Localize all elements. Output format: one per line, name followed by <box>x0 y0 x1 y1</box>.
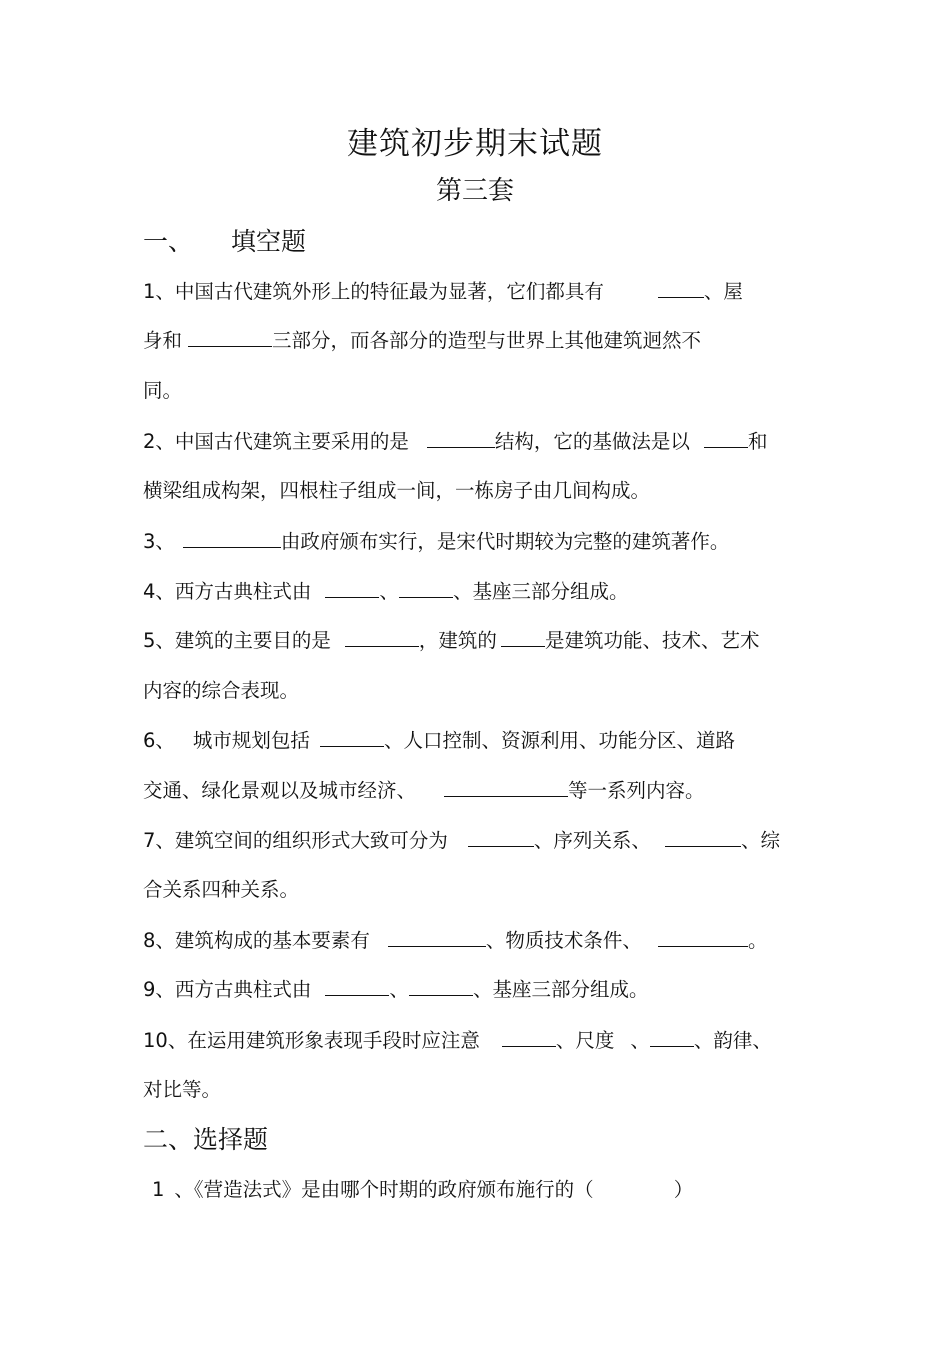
answer-blank <box>388 930 486 947</box>
answer-blank <box>399 581 453 598</box>
question-text: 、序列关系、 <box>533 829 651 852</box>
answer-blank <box>409 979 473 996</box>
answer-blank <box>320 730 384 747</box>
answer-blank <box>444 780 568 797</box>
answer-blank <box>650 1030 694 1047</box>
question-text: ） <box>673 1178 694 1201</box>
question-text: 10、在运用建筑形象表现手段时应注意 <box>143 1029 480 1052</box>
answer-blank <box>665 830 741 847</box>
question-text: 、综 <box>740 829 780 852</box>
answer-blank <box>188 330 272 347</box>
question-7-line-2: 合关系四种关系。 <box>143 878 300 901</box>
section-number: 一、 <box>143 227 194 256</box>
answer-blank <box>345 630 419 647</box>
question-text: 身和 <box>143 329 183 352</box>
question-10-line-2: 对比等。 <box>143 1078 222 1101</box>
answer-blank <box>427 431 495 448</box>
question-text: 、人口控制、资源利用、功能分区、道路 <box>383 729 735 752</box>
question-text: 结构，它的基做法是以 <box>494 430 690 453</box>
answer-blank <box>658 281 704 298</box>
question-text: 9、西方古典柱式由 <box>143 978 312 1001</box>
question-text: 5、建筑的主要目的是 <box>143 629 331 652</box>
answer-blank <box>325 581 379 598</box>
choice-question-1 <box>152 1175 693 1205</box>
question-text: 交通、绿化景观以及城市经济、 <box>143 779 417 802</box>
question-text: 、韵律、 <box>693 1029 772 1052</box>
question-text: 、基座三部分组成。 <box>472 978 649 1001</box>
question-text: 和 <box>747 430 768 453</box>
question-10-line-1 <box>143 1026 772 1056</box>
question-text: 3、 <box>143 530 175 553</box>
answer-blank <box>468 830 534 847</box>
document-title: 建筑初步期末试题 <box>347 126 603 162</box>
question-text: 1、中国古代建筑外形上的特征最为显著，它们都具有 <box>143 280 604 303</box>
question-6-line-1 <box>143 726 735 756</box>
question-9-line-1 <box>143 975 648 1005</box>
question-text: 6、 <box>143 729 175 752</box>
question-text: 、 <box>630 1029 650 1052</box>
question-text: 2、中国古代建筑主要采用的是 <box>143 430 409 453</box>
question-6-line-2 <box>143 776 705 806</box>
question-text: 由政府颁布实行，是宋代时期较为完整的建筑著作。 <box>280 530 730 553</box>
question-text: 、 <box>379 580 399 603</box>
section-multiple-choice-heading: 二、选择题 <box>143 1125 269 1154</box>
question-1-line-2 <box>143 326 701 356</box>
question-text: 8、建筑构成的基本要素有 <box>143 929 370 952</box>
answer-blank <box>325 979 389 996</box>
question-text: 7、建筑空间的组织形式大致可分为 <box>143 829 448 852</box>
answer-blank <box>502 1030 556 1047</box>
document-subtitle: 第三套 <box>435 176 514 206</box>
question-text: 、屋 <box>703 280 743 303</box>
question-1-line-1 <box>143 277 743 307</box>
question-text: 。 <box>747 929 768 952</box>
question-text: 、基座三部分组成。 <box>452 580 629 603</box>
question-text: 是建筑功能、技术、艺术 <box>544 629 760 652</box>
question-text: 城市规划包括 <box>192 729 310 752</box>
question-2-line-2: 横梁组成构架，四根柱子组成一间，一栋房子由几间构成。 <box>143 479 651 502</box>
question-5-line-1 <box>143 626 759 656</box>
question-8-line-1 <box>143 926 767 956</box>
answer-blank <box>704 431 748 448</box>
section-title: 填空题 <box>231 227 307 256</box>
question-1-line-3: 同。 <box>143 379 183 402</box>
question-2-line-1 <box>143 427 767 457</box>
question-text: 、 <box>389 978 409 1001</box>
answer-blank <box>501 630 545 647</box>
question-4-line-1 <box>143 577 628 607</box>
answer-blank <box>658 930 748 947</box>
question-text: ，建筑的 <box>418 629 497 652</box>
question-text: 、尺度 <box>555 1029 615 1052</box>
question-text: 、《营造法式》是由哪个时期的政府颁布施行的（ <box>174 1178 594 1201</box>
answer-blank <box>183 531 281 548</box>
question-7-line-1 <box>143 826 780 856</box>
question-text: 、物质技术条件、 <box>485 929 642 952</box>
question-number: 1 <box>152 1178 165 1201</box>
question-3-line-1 <box>143 527 729 557</box>
question-text: 4、西方古典柱式由 <box>143 580 312 603</box>
question-text: 等一系列内容。 <box>568 779 705 802</box>
question-5-line-2: 内容的综合表现。 <box>143 679 300 702</box>
section-fill-in-heading <box>143 224 306 260</box>
question-text: 三部分，而各部分的造型与世界上其他建筑迥然不 <box>272 329 702 352</box>
